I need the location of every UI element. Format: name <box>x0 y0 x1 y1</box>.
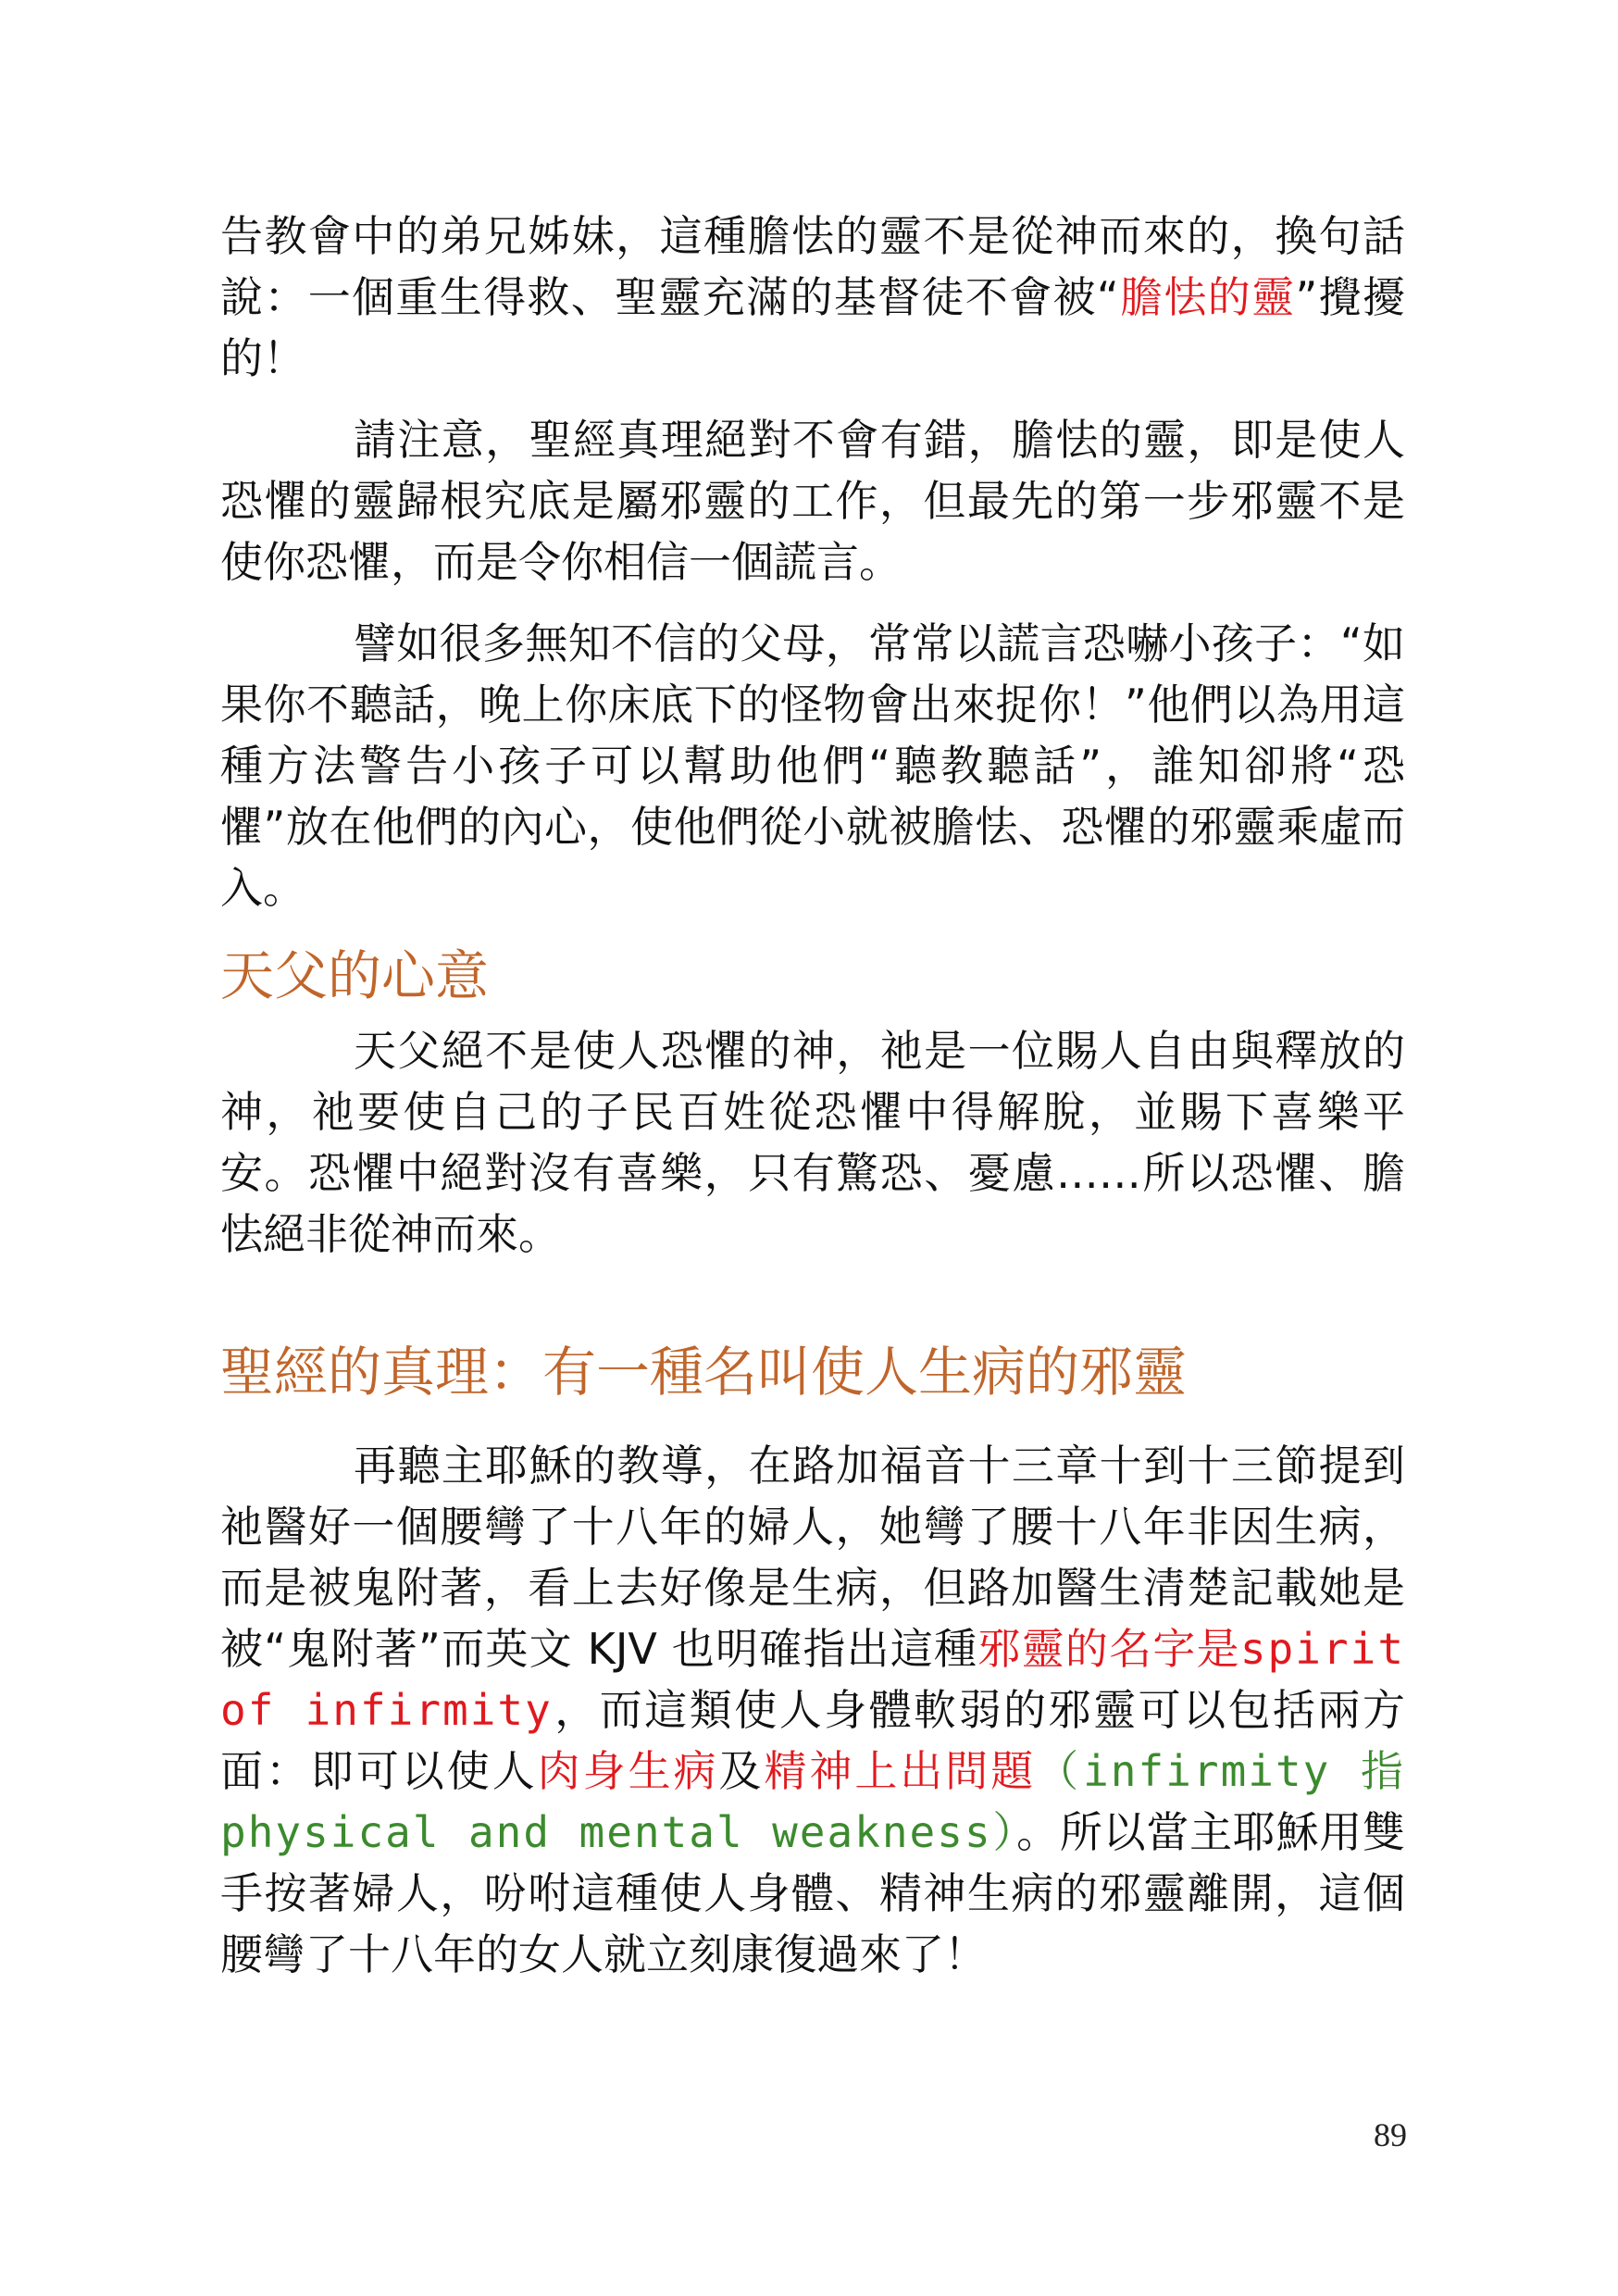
section-heading-spirit-of-infirmity: 聖經的真理：有一種名叫使人生病的邪靈 <box>220 1341 1188 1404</box>
section-heading-father-heart: 天父的心意 <box>220 944 490 1007</box>
page-body <box>220 206 1405 1985</box>
highlight-spirit-of-infirmity: spirit of infirmity <box>220 1624 1406 1735</box>
highlight-timid-spirit: 膽怯的靈 <box>1118 272 1296 322</box>
paragraph-4: 天父絕不是使人恐懼的神，祂是一位賜人自由與釋放的神，祂要使自己的子民百姓從恐懼中得解脫，並賜下喜樂平安。恐懼中絕對沒有喜樂，只有驚恐、憂慮……所以恐懼、膽怯絕非從神而來。 <box>220 1026 1405 1259</box>
paragraph-1 <box>220 206 1405 389</box>
paragraph-1-text-b: ”攪擾的！ <box>220 272 1405 383</box>
paragraph-5 <box>220 1435 1405 1985</box>
page-number: 89 <box>1374 2116 1407 2153</box>
highlight-mental-problem: 精神上出問題 <box>764 1746 1037 1796</box>
highlight-infirmity-definition: （infirmity 指 physical and mental weakness） <box>220 1746 1406 1857</box>
paragraph-5-text-a: 再聽主耶穌的教導，在路加福音十三章十到十三節提到祂醫好一個腰彎了十八年的婦人，她彎了腰十八年非因生病，而是被鬼附著，看上去好像是生病，但路加醫生清楚記載她是被“鬼附著”而英文 KJV 也明確指出這種 <box>220 1441 1405 1674</box>
paragraph-5-text-d: 。所以當主耶穌用雙手按著婦人，吩咐這種使人身體、精神生病的邪靈離開，這個腰彎了十八年的女人就立刻康復過來了！ <box>220 1807 1405 1979</box>
paragraph-1-text-a: 告教會中的弟兄姊妹，這種膽怯的靈不是從神而來的，換句話說：一個重生得救、聖靈充滿的基督徒不會被“ <box>220 211 1405 322</box>
paragraph-5-text-c: 及 <box>718 1746 765 1796</box>
highlight-physical-illness: 肉身生病 <box>537 1746 719 1796</box>
paragraph-2: 請注意，聖經真理絕對不會有錯，膽怯的靈，即是使人恐懼的靈歸根究底是屬邪靈的工作，但最先的第一步邪靈不是使你恐懼，而是令你相信一個謊言。 <box>220 415 1405 587</box>
paragraph-5-text-b: ，而這類使人身體軟弱的邪靈可以包括兩方面：即可以使人 <box>220 1685 1406 1796</box>
paragraph-3: 譬如很多無知不信的父母，常常以謊言恐嚇小孩子：“如果你不聽話，晚上你床底下的怪物會出來捉你！”他們以為用這種方法警告小孩子可以幫助他們“聽教聽話”，誰知卻將“恐懼”放在他們的內心，使他們從小就被膽怯、恐懼的邪靈乘虛而入。 <box>220 618 1405 913</box>
highlight-spirit-name: 邪靈的名字是 <box>977 1624 1240 1674</box>
